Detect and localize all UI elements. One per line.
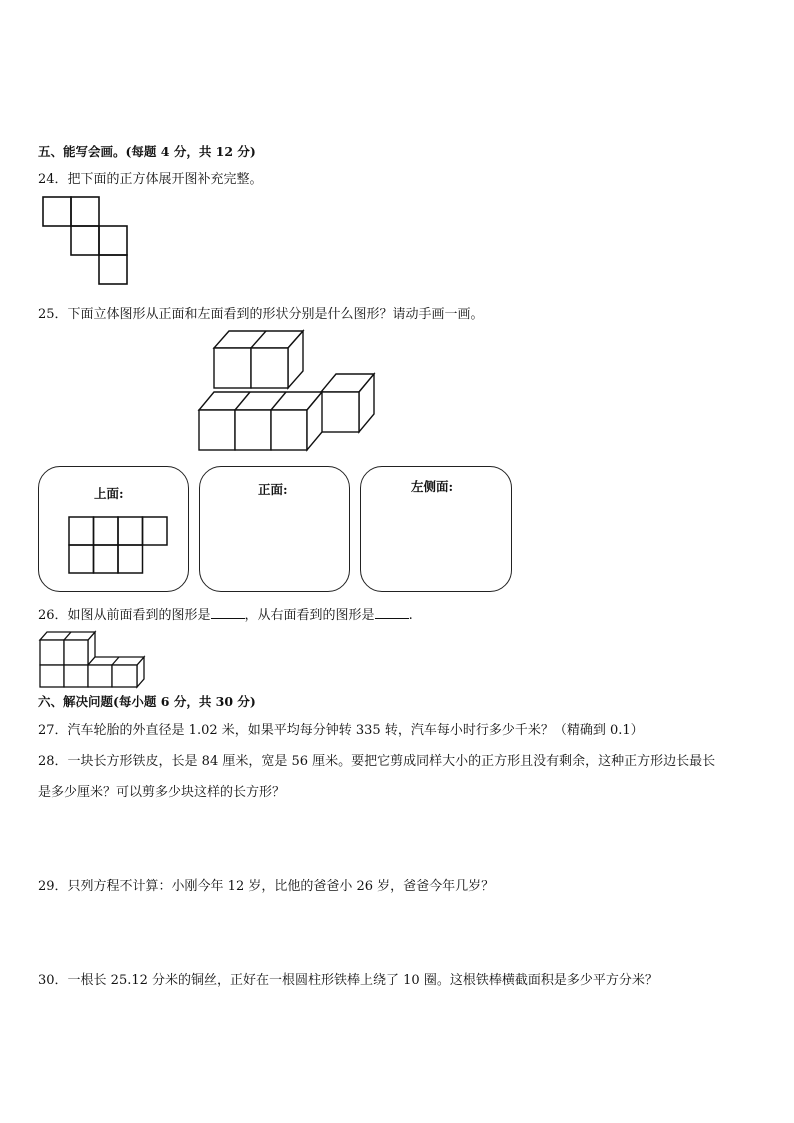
top-view-square	[118, 545, 143, 573]
q26-cube-figure	[38, 629, 150, 689]
question-25: 25．下面立体图形从正面和左面看到的形状分别是什么图形？请动手画一画。	[38, 307, 484, 322]
front-view-label: 正面:	[258, 482, 288, 497]
question-30: 30．一根长 25.12 分米的铜丝，正好在一根圆柱形铁棒上绕了 10 圈。这根铁棒横截面积是多少平方分米？	[38, 973, 658, 988]
top-view-square	[118, 517, 143, 545]
cube-stack-3d-figure	[196, 328, 378, 454]
question-28-line1: 28．一块长方形铁皮，长是 84 厘米，宽是 56 厘米。要把它剪成同样大小的正方形且没有剩余，这种正方形边长最长	[38, 754, 716, 769]
question-24: 24．把下面的正方体展开图补充完整。	[38, 172, 263, 187]
left-view-label: 左侧面:	[411, 479, 454, 494]
question-26-part2: ，从右面看到的图形是	[244, 608, 375, 623]
answer-blank-front[interactable]	[211, 606, 245, 619]
question-26	[38, 604, 413, 623]
net-square	[71, 197, 99, 226]
net-square	[43, 197, 71, 226]
net-square	[99, 255, 127, 284]
question-28-line2: 是多少厘米？可以剪多少块这样的长方形？	[38, 785, 286, 800]
cube-net-figure	[40, 194, 132, 290]
question-27: 27．汽车轮胎的外直径是 1.02 米，如果平均每分钟转 335 转，汽车每小时行多少千米？（精确到 0.1）	[38, 723, 644, 738]
top-view-label: 上面:	[94, 486, 124, 501]
top-view-square	[143, 517, 168, 545]
question-26-part3: .	[408, 608, 413, 623]
top-view-grid-figure	[67, 515, 169, 575]
top-view-square	[69, 517, 94, 545]
question-29: 29．只列方程不计算：小刚今年 12 岁，比他的爸爸小 26 岁，爸爸今年几岁？	[38, 879, 495, 894]
net-square	[71, 226, 99, 255]
top-view-square	[94, 517, 119, 545]
top-view-square	[69, 545, 94, 573]
net-square	[99, 226, 127, 255]
section-5-title: 五、能写会画。(每题 4 分，共 12 分)	[38, 144, 256, 159]
section-6-title: 六、解决问题(每小题 6 分，共 30 分)	[38, 694, 256, 709]
answer-blank-right[interactable]	[375, 606, 409, 619]
top-view-square	[94, 545, 119, 573]
question-26-part1: 26．如图从前面看到的图形是	[38, 608, 211, 623]
